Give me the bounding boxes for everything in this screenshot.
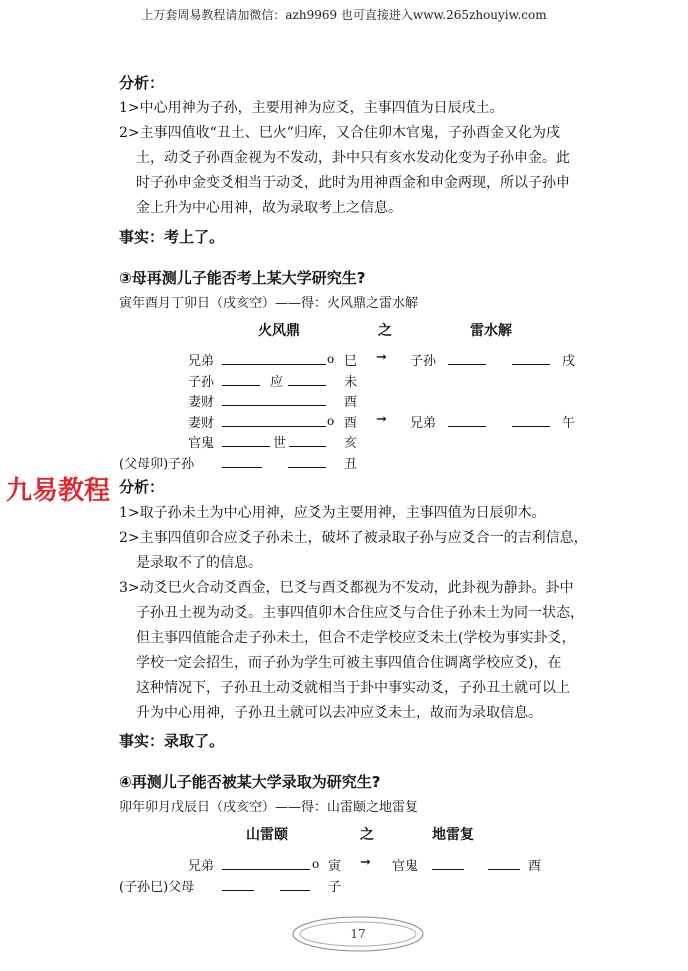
ying-mark: 应 [270,375,284,390]
analysis-line: 学校一定会招生，而子孙为学生可被主事四值合住调离学校应爻)，在 [136,655,562,671]
page-header: 上万套周易教程请加微信：azh9969 也可直接进入www.265zhouyiw.com [141,8,547,22]
shi-mark: 世 [270,432,289,451]
yao-branch: 寅 [328,859,342,874]
yang-line [222,405,326,406]
analysis-line: 土，动爻子孙酉金视为不发动，卦中只有亥水发动化变为子孙申金。此 [136,150,570,166]
changed-yao-label: 子孙 [410,354,437,369]
yin-line-right [488,869,520,870]
yao-label: (子孙巳)父母 [119,880,195,895]
yin-line-left [448,426,486,427]
yin-line-right [288,467,326,468]
changed-yao-branch: 午 [562,416,576,431]
hexagram-right-name: 地雷复 [432,827,474,843]
fact-line-2: 事实：录取了。 [119,732,225,750]
case-title-3: ③母再测儿子能否考上某大学研究生? [119,269,366,287]
case-date-3: 寅年酉月丁卯日（戌亥空）——得：火风鼎之雷水解 [119,296,419,311]
yin-line-left [448,364,486,365]
moving-mark: o [312,857,320,871]
yao-branch: 子 [328,880,342,895]
yao-branch: 亥 [344,436,358,451]
yin-line-right [280,890,310,891]
analysis-line: 子孙丑土视为动爻。主事四值卯木合住应爻与合住子孙未土为同一状态， [136,605,584,621]
yin-line-right [512,364,550,365]
yao-label: 子孙 [188,375,215,390]
yin-line-left [222,385,260,386]
yao-branch: 未 [344,375,358,390]
yao-label: 妻财 [188,416,215,431]
change-arrow: ➞ [376,412,387,427]
hexagram-left-name: 火风鼎 [258,323,300,339]
hexagram-zhi: 之 [360,827,374,843]
analysis-line: 1>中心用神为子孙，主要用神为应爻，主事四值为日辰戌土。 [119,100,504,116]
analysis-line: 这种情况下，子孙丑土动爻就相当于卦中事实动爻，子孙丑土就可以上 [136,680,570,696]
changed-yao-label: 官鬼 [392,859,419,874]
analysis-line: 3>动爻巳火合动爻酉金，巳爻与酉爻都视为不发动，此卦视为静卦。卦中 [119,580,574,596]
analysis-heading-1: 分析： [119,74,165,92]
analysis-line: 是录取不了的信息。 [136,555,262,571]
analysis-line: 金上升为中心用神，故为录取考上之信息。 [136,200,402,216]
analysis-line: 1>取子孙未土为中心用神，应爻为主要用神，主事四值为日辰卯木。 [119,505,546,521]
yin-line-left [222,467,262,468]
page-number: 17 [350,927,366,941]
hexagram-zhi: 之 [378,323,392,339]
changed-yao-label: 兄弟 [410,416,437,431]
changed-yao-branch: 酉 [528,859,542,874]
moving-mark: o [327,352,335,366]
yao-label: 官鬼 [188,436,215,451]
yin-line-left [432,869,464,870]
yao-label: 兄弟 [188,354,215,369]
yao-branch: 丑 [344,457,358,472]
moving-mark: o [327,414,335,428]
watermark-logo-text: 九易教程 [6,476,111,506]
yao-label: 兄弟 [188,859,215,874]
yao-branch: 酉 [344,395,358,410]
case-date-4: 卯年卯月戊辰日（戌亥空）——得：山雷颐之地雷复 [119,800,419,815]
yang-line [222,364,326,365]
yin-line-left [222,890,254,891]
analysis-line: 但主事四值能合走子孙未土，但合不走学校应爻未土(学校为事实卦爻， [136,630,576,646]
yao-branch: 巳 [344,354,358,369]
yin-line-right [512,426,550,427]
hexagram-left-name: 山雷颐 [246,827,288,843]
yao-label: (父母卯)子孙 [119,457,195,472]
case-title-4: ④再测儿子能否被某大学录取为研究生? [119,773,381,791]
yang-line [222,869,310,870]
fact-line-1: 事实：考上了。 [119,228,225,246]
analysis-line: 升为中心用神，子孙丑土就可以去冲应爻未土，故而为录取信息。 [136,705,542,721]
yang-line [222,426,326,427]
changed-yao-branch: 戌 [562,354,576,369]
change-arrow: ➞ [360,855,371,870]
yin-line-right [288,385,326,386]
hexagram-right-name: 雷水解 [470,323,512,339]
change-arrow: ➞ [376,350,387,365]
yao-branch: 酉 [344,416,358,431]
analysis-line: 2>主事四值收“丑土、巳火”归库，又合住卯木官鬼，子孙酉金又化为戌 [119,125,560,141]
analysis-line: 时子孙申金变爻相当于动爻，此时为用神酉金和申金两现，所以子孙申 [136,175,570,191]
analysis-heading-2: 分析： [119,478,165,496]
analysis-line: 2>主事四值卯合应爻子孙未土，破坏了被录取子孙与应爻合一的吉利信息， [119,530,588,546]
yao-label: 妻财 [188,395,215,410]
